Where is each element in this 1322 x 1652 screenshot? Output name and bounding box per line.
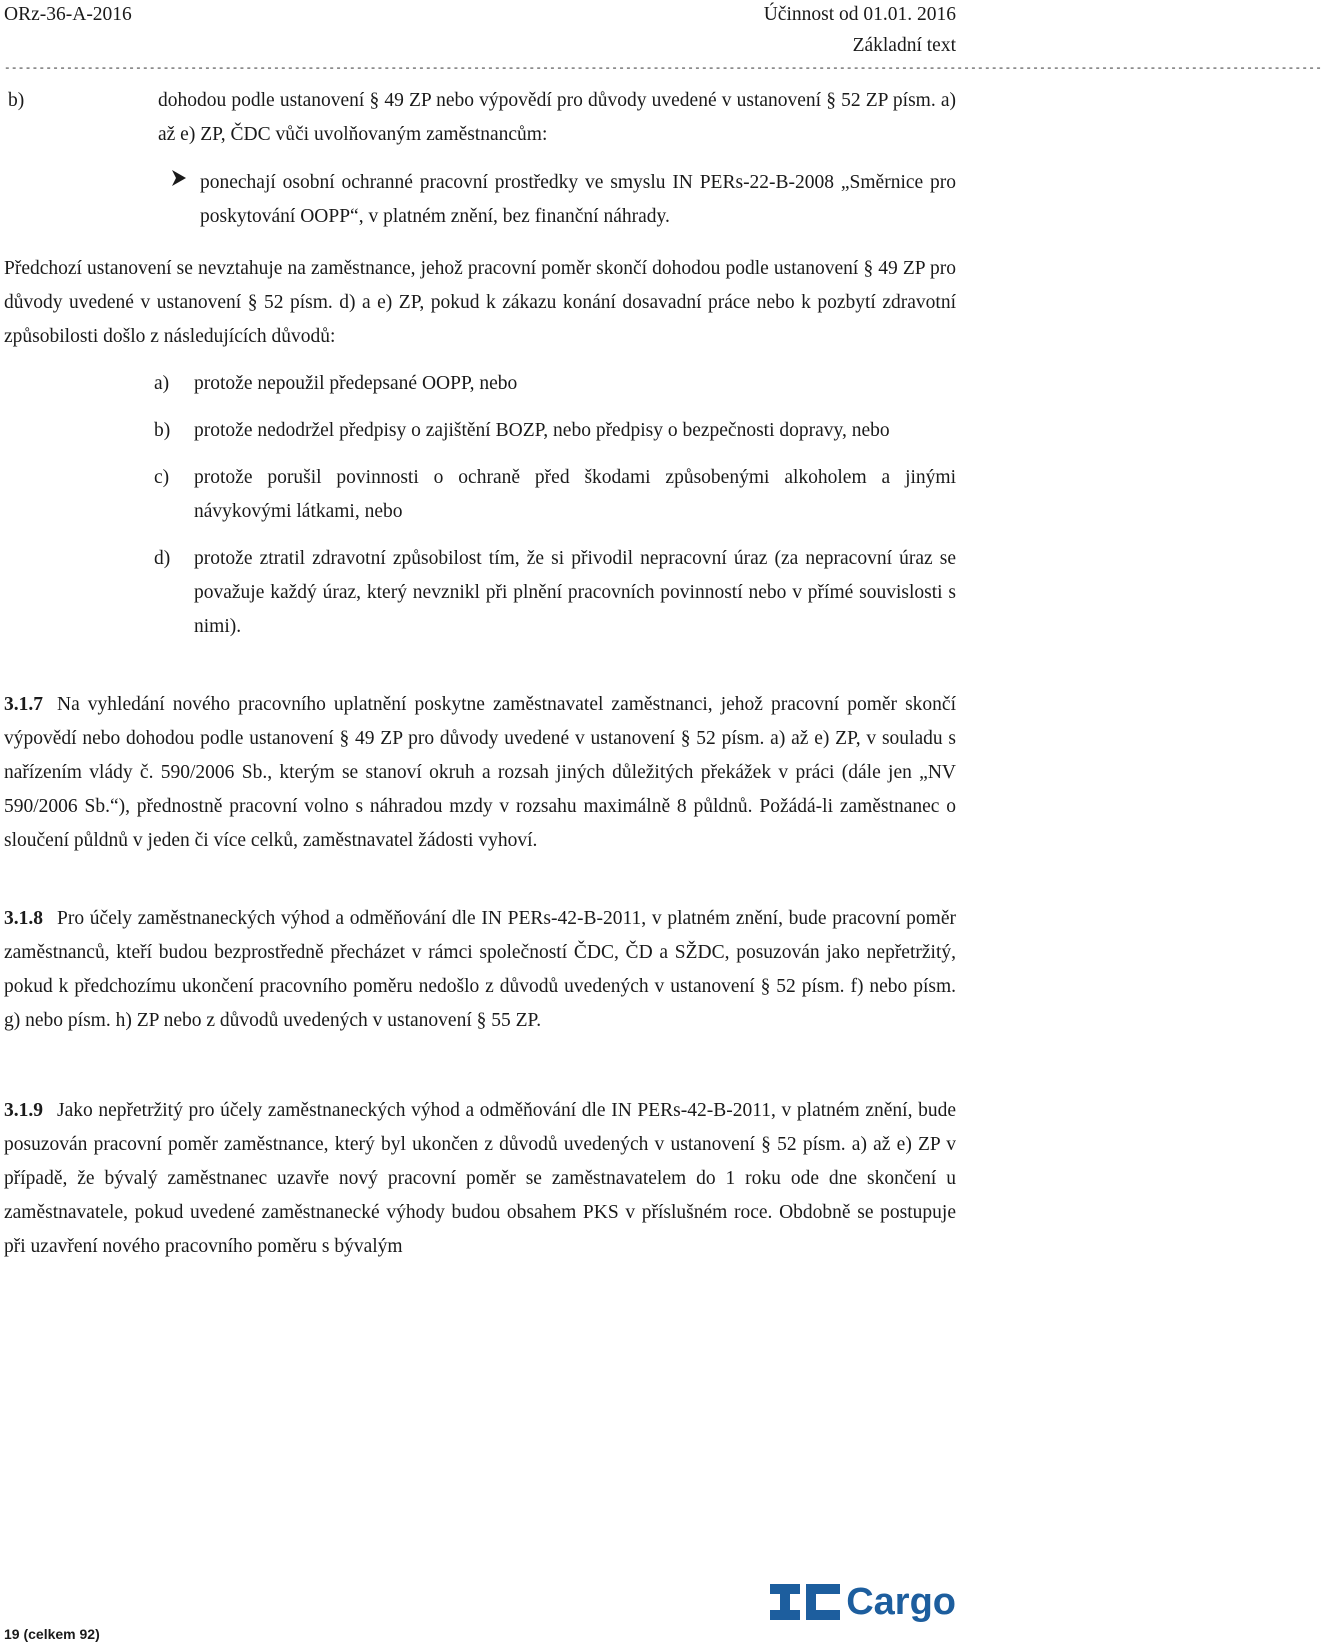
logo-text: Cargo bbox=[846, 1581, 956, 1623]
section-3-1-8 bbox=[4, 902, 956, 1038]
page-number: 19 (celkem 92) bbox=[4, 1626, 100, 1642]
reason-text: protože nedodržel předpisy o zajištění BOZP, nebo předpisy o bezpečnosti dopravy, nebo bbox=[194, 420, 890, 441]
cargo-logo bbox=[770, 1582, 956, 1622]
reason-text: protože nepoužil předepsané OOPP, nebo bbox=[194, 373, 518, 394]
list-text: dohodou podle ustanovení § 49 ZP nebo výpovědí pro důvody uvedené v ustanovení § 52 ZP písm. a) až e) ZP, ČDC vůči uvolňovaným zaměstnancům: bbox=[158, 90, 956, 145]
reason-item bbox=[4, 542, 956, 644]
section-3-1-7 bbox=[4, 688, 956, 858]
list-label: b) bbox=[8, 90, 25, 111]
page-header bbox=[4, 0, 1322, 76]
header-subtitle: Základní text bbox=[852, 35, 956, 56]
reason-item bbox=[4, 414, 956, 448]
section-text: Jako nepřetržitý pro účely zaměstnaneckých výhod a odměňování dle IN PERs-42-B-2011, v platném znění, bude posuzován pracovní poměr zaměstnance, který byl ukončen z důvodů uvedených v ustanovení § 52 písm. a) až e) ZP v případě, že bývalý zaměstnanec uzavře nový pracovní poměr se zaměstnavatelem do 1 roku ode dne skončení u zaměstnavatele, pokud uvedené zaměstnanecké výhody budou obsahem PKS v příslušném roce. Obdobně se postupuje při uzavření nového pracovního poměru s bývalým bbox=[4, 1100, 956, 1257]
reason-label: d) bbox=[154, 548, 171, 569]
section-3-1-9 bbox=[4, 1094, 956, 1264]
reason-item bbox=[4, 461, 956, 529]
paragraph-exceptions: Předchozí ustanovení se nevztahuje na zaměstnance, jehož pracovní poměr skončí dohodou podle ustanovení § 49 ZP pro důvody uvedené v ustanovení § 52 písm. d) a e) ZP, pokud k zákazu konání dosavadní práce nebo k pozbytí zdravotní způsobilosti došlo z následujících důvodů: bbox=[4, 258, 956, 347]
section-number: 3.1.7 bbox=[4, 694, 43, 715]
cd-mark-icon bbox=[770, 1582, 840, 1622]
list-item-b bbox=[4, 84, 956, 152]
reason-label: c) bbox=[154, 467, 170, 488]
arrow-bullet-icon bbox=[170, 166, 200, 234]
reason-text: protože porušil povinnosti o ochraně před škodami způsobenými alkoholem a jinými návykovými látkami, nebo bbox=[194, 467, 956, 522]
reason-item bbox=[4, 367, 956, 401]
effective-date: Účinnost od 01.01. 2016 bbox=[763, 4, 956, 25]
doc-code: ORz-36-A-2016 bbox=[4, 4, 132, 25]
section-text: Pro účely zaměstnaneckých výhod a odměňování dle IN PERs-42-B-2011, v platném znění, bude pracovní poměr zaměstnanců, kteří budou bezprostředně přecházet v rámci společností ČDC, ČD a SŽDC, posuzován jako nepřetržitý, pokud k předchozímu ukončení pracovního poměru nedošlo z důvodů uvedených v ustanovení § 52 písm. f) nebo písm. g) nebo písm. h) ZP nebo z důvodů uvedených v ustanovení § 55 ZP. bbox=[4, 908, 956, 1031]
document-body bbox=[4, 84, 956, 1264]
reason-text: protože ztratil zdravotní způsobilost tím, že si přivodil nepracovní úraz (za nepracovní úraz se považuje každý úraz, který nevznikl při plnění pracovních povinností nebo v přímé souvislosti s nimi). bbox=[194, 548, 956, 637]
header-row bbox=[4, 0, 956, 30]
bullet-text: ponechají osobní ochranné pracovní prostředky ve smyslu IN PERs-22-B-2008 „Směrnice pro poskytování OOPP“, v platném znění, bez finanční náhrady. bbox=[200, 172, 956, 227]
section-number: 3.1.9 bbox=[4, 1100, 43, 1121]
reason-label: b) bbox=[154, 420, 171, 441]
header-divider: ----------------------------------------------------------------------------------------------------------------------------------------------------------------------------------------------- bbox=[4, 63, 1322, 75]
bullet-item bbox=[4, 166, 956, 234]
reasons-list bbox=[4, 367, 956, 644]
reason-label: a) bbox=[154, 373, 170, 394]
section-text: Na vyhledání nového pracovního uplatnění poskytne zaměstnavatel zaměstnanci, jehož pracovní poměr skončí výpovědí nebo dohodou podle ustanovení § 49 ZP pro důvody uvedené v ustanovení § 52 písm. a) až e) ZP, v souladu s nařízením vlády č. 590/2006 Sb., kterým se stanoví okruh a rozsah jiných důležitých překážek v práci (dále jen „NV 590/2006 Sb.“), přednostně pracovní volno s náhradou mzdy v rozsahu maximálně 8 půldnů. Požádá-li zaměstnanec o sloučení půldnů v jeden či více celků, zaměstnavatel žádosti vyhoví. bbox=[4, 694, 956, 851]
section-number: 3.1.8 bbox=[4, 908, 43, 929]
